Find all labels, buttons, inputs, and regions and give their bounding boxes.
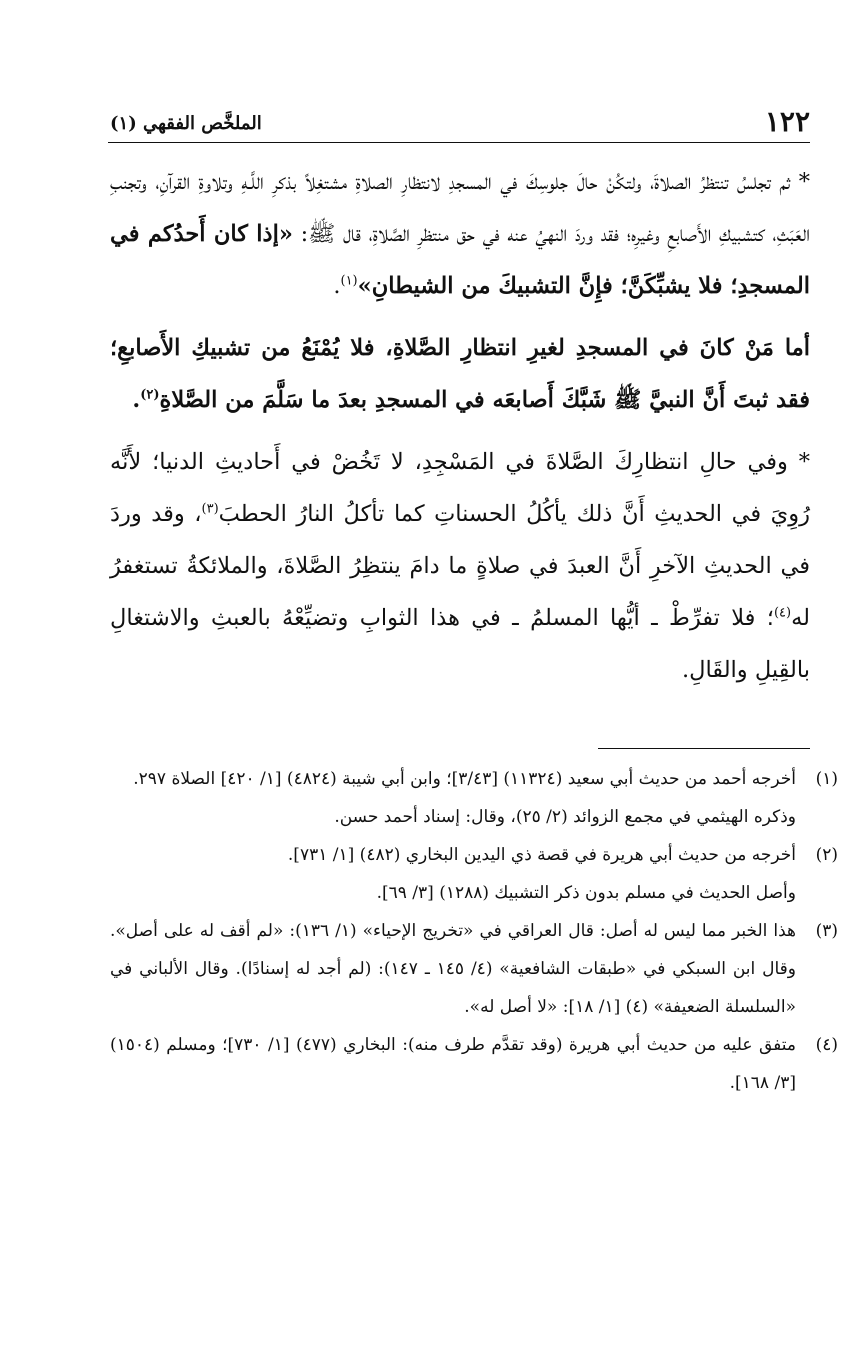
footnote-line: متفق عليه من حديث أبي هريرة (وقد تقدَّم طرف منه): البخاري (٤٧٧) [١/ ٧٣٠]؛ ومسلم (١٥٠٤) [٣/ ١٦٨]. [110, 1035, 797, 1093]
footnote-number: (١) [815, 769, 838, 789]
paragraph-2-text: أما مَنْ كانَ في المسجدِ لغيرِ انتظارِ الصَّلاةِ، فلا يُمْنَعُ من تشبيكِ الأَصابعِ؛ فقد ثبتَ أَنَّ النبيَّ ﷺ شَبَّكَ أَصابعَه في المسجدِ بعدَ ما سَلَّمَ من الصَّلاةِ [110, 335, 810, 413]
hadith-quote-1: «إذا كان أَحدُكم في المسجدِ؛ فلا يشبِّكَنَّ؛ فإِنَّ التشبيكَ من الشيطانِ» [110, 221, 810, 299]
footnote-body [110, 836, 796, 912]
paragraph-3-text-b: ، وقد وردَ في الحديثِ الآخرِ أَنَّ العبدَ في صلاةٍ ما دامَ ينتظِرُ الصَّلاةَ، والملائكةُ تستغفرُ له [110, 501, 810, 631]
paragraph-1-end: . [333, 273, 341, 299]
footnote-line: وأصل الحديث في مسلم بدون ذكر التشبيك (١٢٨٨) [٣/ ٦٩]. [376, 883, 796, 903]
footnote-ref-3: (٣) [201, 501, 219, 517]
footnote-body [110, 912, 796, 1026]
main-text [110, 156, 810, 696]
header-rule [108, 142, 810, 143]
footnote-number: (٢) [815, 845, 838, 865]
page-number: ١٢٢ [764, 105, 810, 138]
footnote-line: وذكره الهيثمي في مجمع الزوائد (٢/ ٢٥)، وقال: إسناد أحمد حسن. [334, 807, 796, 827]
footnote-body [110, 760, 796, 836]
footnote-ref-2: (٢) [140, 387, 160, 403]
paragraph-3-text-a: * وفي حالِ انتظارِكَ الصَّلاةَ في المَسْجِدِ، لا تَخُضْ في أَحاديثِ الدنيا؛ لأَنَّه رُوِيَ في الحديثِ أَنَّ ذلك يأكُلُ الحسناتِ كما تأكلُ النارُ الحطبَ [110, 449, 810, 527]
paragraph-1 [110, 156, 810, 312]
footnote-2 [110, 836, 838, 912]
footnote-number: (٤) [815, 1035, 838, 1055]
paragraph-3 [110, 436, 810, 696]
footnote-line: أخرجه من حديث أبي هريرة في قصة ذي اليدين البخاري (٤٨٢) [١/ ٧٣١]. [287, 845, 796, 865]
footnote-1 [110, 760, 838, 836]
paragraph-2-end: . [132, 387, 141, 413]
footnote-ref-1: (١) [340, 273, 358, 289]
footnote-body [110, 1026, 796, 1102]
footnote-number: (٣) [815, 921, 838, 941]
footnote-4 [110, 1026, 838, 1102]
page-header [110, 96, 810, 136]
footnote-line: أخرجه أحمد من حديث أبي سعيد (١١٣٢٤) [٣/٤٣]؛ وابن أبي شيبة (٤٨٢٤) [١/ ٤٢٠] الصلاة ٢٩٧. [133, 769, 796, 789]
footnote-ref-4: (٤) [773, 605, 792, 621]
paragraph-2 [110, 322, 810, 426]
footnote-3 [110, 912, 838, 1026]
footnote-separator [598, 748, 810, 749]
running-title: الملخَّص الفقهي (١) [110, 113, 262, 134]
paragraph-3-text-c: ؛ فلا تفرِّطْ ـ أيُّها المسلمُ ـ في هذا الثوابِ وتضيِّعْهُ بالعبثِ والاشتغالِ بالقِيلِ والقَالِ. [110, 605, 810, 683]
footnotes [110, 760, 838, 1102]
footnote-line: هذا الخبر مما ليس له أصل: قال العراقي في «تخريج الإحياء» (١/ ١٣٦): «لم أقف له على أصل». وقال ابن السبكي في «طبقات الشافعية» (٤/ ١٤٥ ـ ١٤٧): (لم أجد له إسنادًا). وقال الألباني في «السلسلة الضعيفة» (٤) [١/ ١٨]: «لا أصل له». [110, 921, 796, 1017]
paragraph-1-text: * ثم تجلسُ تنتظرُ الصلاةَ، ولتكُنْ حالَ جلوسِكَ في المسجدِ لانتظارِ الصلاةِ مشتغِلاً بذكرِ اللَّـهِ وتلاوةِ القرآنِ، وتجنبِ العَبَثِ، كتشبيكِ الأَصابعِ وغيرِه؛ فقد وردَ النهيُ عنه في حق منتظرِ الصَّلاةِ، قال ﷺ: [110, 169, 810, 247]
